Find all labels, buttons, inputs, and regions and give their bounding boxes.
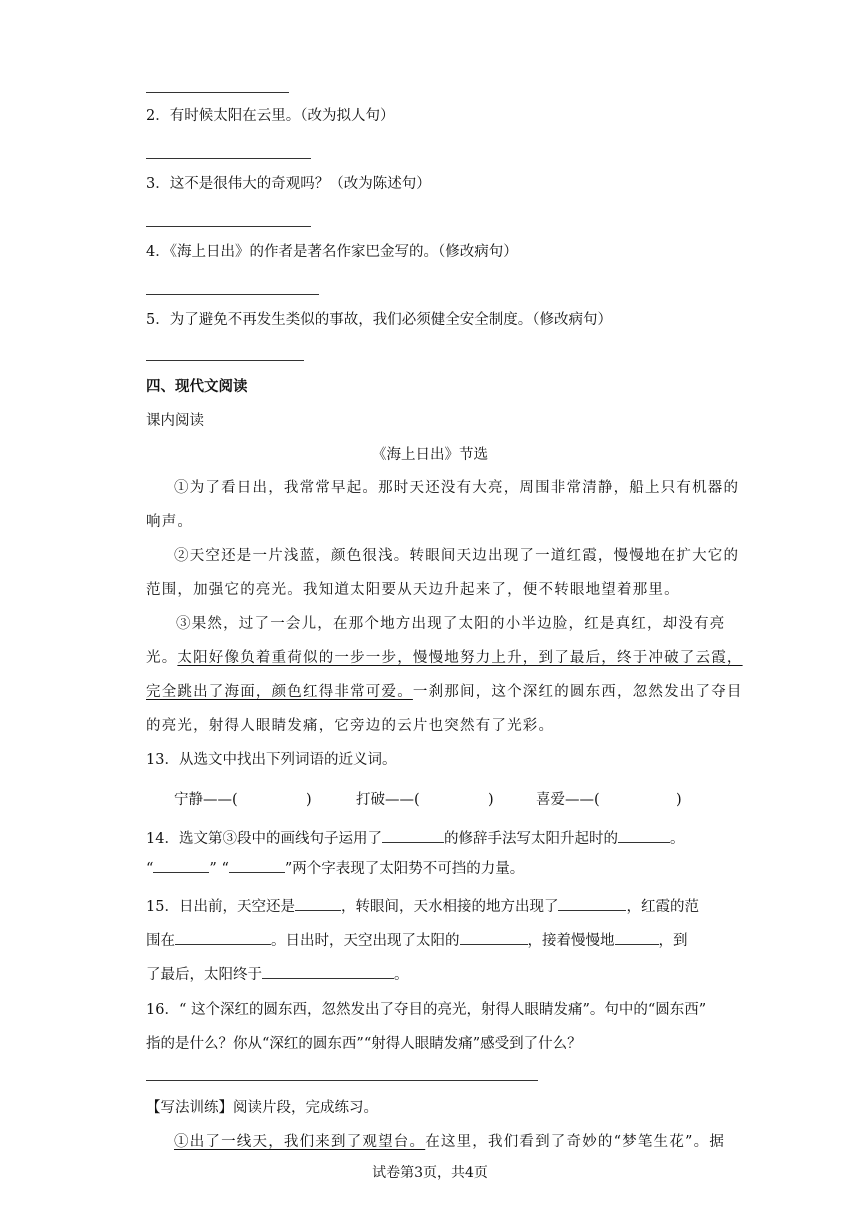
blank[interactable]: [558, 896, 626, 911]
answer-line-1[interactable]: [146, 92, 289, 93]
question-5: 5．为了避免不再发生类似的事故，我们必须健全安全制度。（修改病句）: [146, 312, 612, 328]
section-heading: 四、现代文阅读: [146, 379, 248, 395]
question-4: 4．《海上日出》的作者是著名作家巴金写的。（修改病句）: [146, 244, 518, 260]
blank[interactable]: [229, 858, 285, 873]
writing-practice-heading: 【写法训练】阅读片段，完成练习。: [146, 1100, 378, 1116]
question-3: 3．这不是很伟大的奇观吗？（改为陈述句）: [146, 176, 431, 192]
answer-line-4[interactable]: [146, 294, 319, 295]
blank[interactable]: [295, 896, 341, 911]
blank[interactable]: [618, 828, 670, 843]
answer-line-3[interactable]: [146, 226, 311, 227]
blank[interactable]: [615, 930, 659, 945]
writing-paragraph-1: ①出了一线天，我们来到了观望台。在这里，我们看到了奇妙的“梦笔生花”。据: [174, 1134, 726, 1150]
blank[interactable]: [175, 930, 271, 945]
blank[interactable]: [460, 930, 528, 945]
page-footer: 试卷第3页，共4页: [372, 1165, 488, 1181]
sub-heading: 课内阅读: [146, 413, 204, 429]
passage-title: 《海上日出》节选: [372, 447, 488, 463]
blank[interactable]: [382, 828, 444, 843]
question-13: 13．从选文中找出下列词语的近义词。: [146, 752, 397, 768]
underlined-sentence: 太阳好像负着重荷似的一步一步，慢慢地努力上升，到了最后，终于冲破了云霞，: [177, 650, 743, 666]
answer-line-2[interactable]: [146, 158, 311, 159]
blank[interactable]: [153, 858, 209, 873]
blank[interactable]: [262, 964, 394, 979]
question-2: 2．有时候太阳在云里。（改为拟人句）: [146, 108, 395, 124]
underlined-sentence-cont: 完全跳出了海面，颜色红得非常可爱。: [146, 684, 413, 700]
answer-line-16[interactable]: [146, 1080, 538, 1081]
answer-line-5[interactable]: [146, 360, 304, 361]
